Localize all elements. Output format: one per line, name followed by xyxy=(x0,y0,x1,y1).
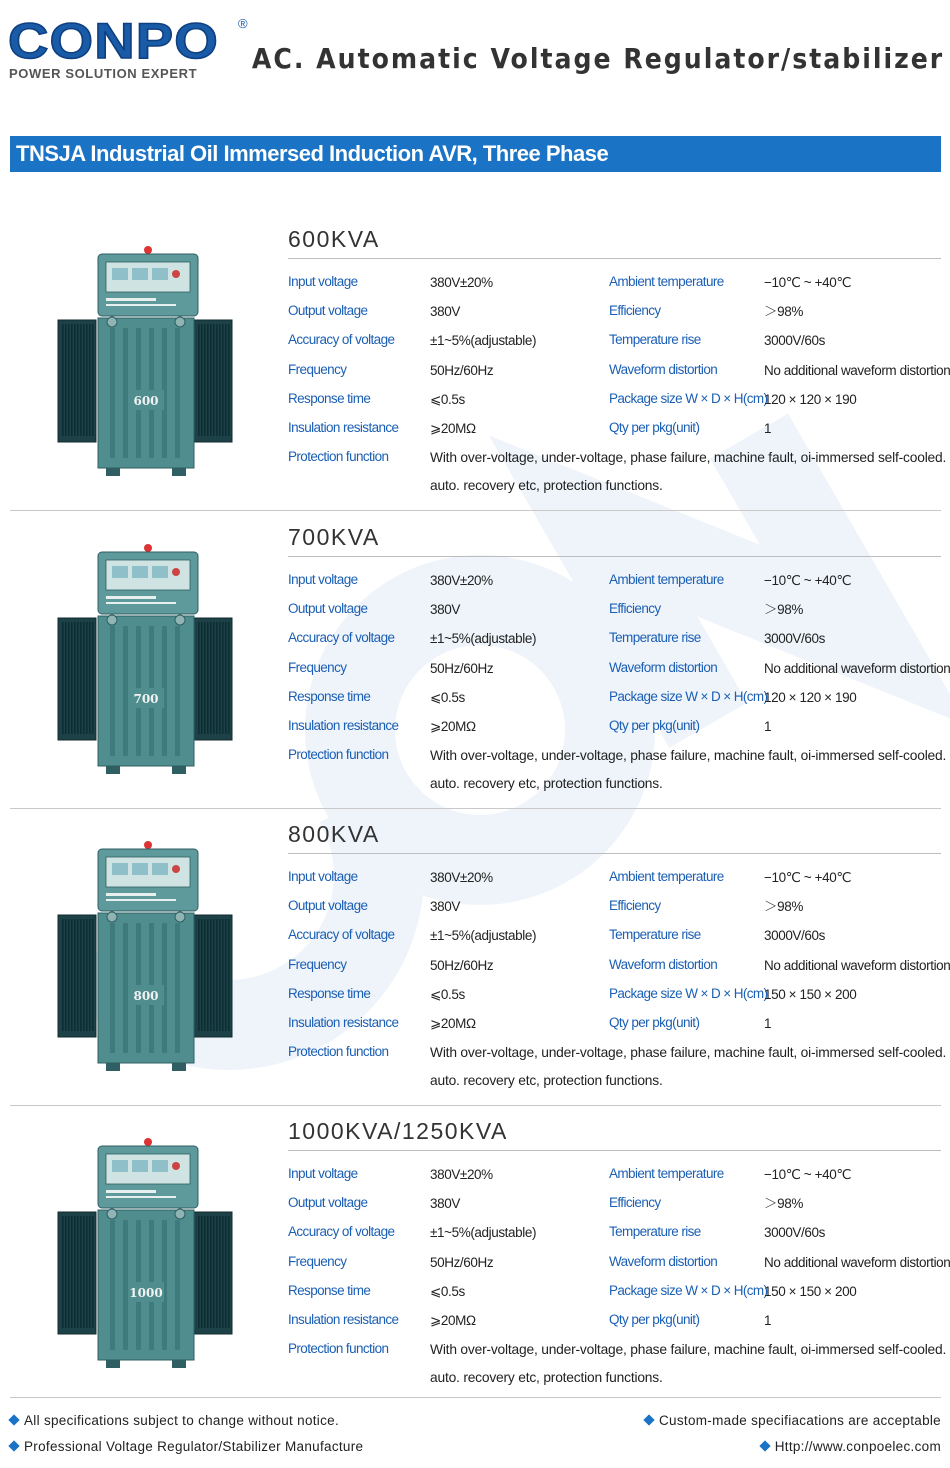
spec-label: Accuracy of voltage xyxy=(288,630,395,645)
spec-value: 50Hz/60Hz xyxy=(430,958,494,973)
spec-value: ⩽0.5s xyxy=(430,987,465,1002)
spec-label: Temperature rise xyxy=(609,1224,701,1239)
title-divider xyxy=(288,556,941,557)
protection-text: With over-voltage, under-voltage, phase failure, machine fault, oi-immersed self-cooled. xyxy=(430,748,947,763)
voltage-regulator-illustration xyxy=(48,244,248,484)
spec-label: Ambient temperature xyxy=(609,572,724,587)
spec-value: ＞98% xyxy=(764,304,803,319)
company-logo xyxy=(8,14,248,84)
product-photo xyxy=(48,542,248,782)
spec-value: ±1~5%(adjustable) xyxy=(430,1225,537,1240)
spec-label: Accuracy of voltage xyxy=(288,927,395,942)
spec-label: Frequency xyxy=(288,1254,347,1269)
spec-label: Input voltage xyxy=(288,1166,358,1181)
spec-label: Input voltage xyxy=(288,869,358,884)
footer-note-left-1 xyxy=(10,1413,339,1428)
section-divider xyxy=(10,1105,941,1106)
spec-value: No additional waveform distortion xyxy=(764,958,950,973)
footer-note-right-1 xyxy=(645,1413,941,1428)
spec-label: Frequency xyxy=(288,362,347,377)
product-photo xyxy=(48,839,248,1079)
spec-value: ⩾20MΩ xyxy=(430,421,476,436)
spec-value: ⩾20MΩ xyxy=(430,719,476,734)
spec-value: 3000V/60s xyxy=(764,333,825,348)
product-section xyxy=(0,1114,950,1411)
spec-label: Response time xyxy=(288,391,371,406)
spec-label: Package size W × D × H(cm) xyxy=(609,986,768,1001)
spec-value: No additional waveform distortion xyxy=(764,661,950,676)
model-title: 700KVA xyxy=(288,524,380,550)
spec-value: No additional waveform distortion xyxy=(764,1255,950,1270)
spec-value: ±1~5%(adjustable) xyxy=(430,333,537,348)
spec-value: 380V xyxy=(430,304,460,319)
spec-label: Protection function xyxy=(288,747,389,762)
capacity-plate: 1000 xyxy=(129,1286,163,1300)
product-photo xyxy=(48,244,248,484)
spec-value: 120 × 120 × 190 xyxy=(764,392,857,407)
spec-label: Insulation resistance xyxy=(288,718,399,733)
spec-value: 380V xyxy=(430,602,460,617)
product-section xyxy=(0,222,950,519)
spec-label: Qty per pkg(unit) xyxy=(609,420,700,435)
spec-value: 1 xyxy=(764,1313,772,1328)
spec-label: Input voltage xyxy=(288,572,358,587)
spec-value: 50Hz/60Hz xyxy=(430,363,494,378)
diamond-bullet-icon xyxy=(8,1414,19,1425)
spec-label: Input voltage xyxy=(288,274,358,289)
model-title: 1000KVA/1250KVA xyxy=(288,1118,508,1144)
spec-value: 380V xyxy=(430,1196,460,1211)
voltage-regulator-illustration xyxy=(48,839,248,1079)
capacity-plate: 600 xyxy=(133,394,159,408)
diamond-bullet-icon xyxy=(8,1440,19,1451)
spec-label: Efficiency xyxy=(609,303,661,318)
spec-value: ＞98% xyxy=(764,899,803,914)
spec-label: Response time xyxy=(288,1283,371,1298)
spec-label: Output voltage xyxy=(288,1195,368,1210)
spec-value: ⩽0.5s xyxy=(430,392,465,407)
title-divider xyxy=(288,258,941,259)
model-title: 600KVA xyxy=(288,226,380,252)
spec-label: Waveform distortion xyxy=(609,1254,718,1269)
spec-label: Frequency xyxy=(288,957,347,972)
title-divider xyxy=(288,853,941,854)
spec-value: −10℃ ~ +40℃ xyxy=(764,275,852,290)
spec-label: Frequency xyxy=(288,660,347,675)
spec-label: Temperature rise xyxy=(609,927,701,942)
spec-label: Qty per pkg(unit) xyxy=(609,1015,700,1030)
spec-label: Output voltage xyxy=(288,898,368,913)
spec-label: Accuracy of voltage xyxy=(288,1224,395,1239)
spec-value: ⩽0.5s xyxy=(430,690,465,705)
page-title: AC. Automatic Voltage Regulator/stabilizer xyxy=(251,42,944,75)
spec-value: 3000V/60s xyxy=(764,631,825,646)
spec-label: Protection function xyxy=(288,1341,389,1356)
protection-text: With over-voltage, under-voltage, phase failure, machine fault, oi-immersed self-cooled. xyxy=(430,1045,947,1060)
spec-value: 3000V/60s xyxy=(764,928,825,943)
spec-value: ±1~5%(adjustable) xyxy=(430,631,537,646)
protection-text: With over-voltage, under-voltage, phase failure, machine fault, oi-immersed self-cooled. xyxy=(430,1342,947,1357)
spec-value: ⩾20MΩ xyxy=(430,1016,476,1031)
spec-label: Efficiency xyxy=(609,1195,661,1210)
protection-text: auto. recovery etc, protection functions. xyxy=(430,1073,663,1088)
spec-label: Ambient temperature xyxy=(609,274,724,289)
protection-text: auto. recovery etc, protection functions. xyxy=(430,776,663,791)
spec-label: Temperature rise xyxy=(609,630,701,645)
spec-label: Efficiency xyxy=(609,898,661,913)
spec-value: 380V±20% xyxy=(430,275,493,290)
spec-label: Insulation resistance xyxy=(288,420,399,435)
spec-label: Response time xyxy=(288,689,371,704)
spec-value: −10℃ ~ +40℃ xyxy=(764,1167,852,1182)
spec-label: Efficiency xyxy=(609,601,661,616)
footer-text: All specifications subject to change without notice. xyxy=(24,1413,340,1428)
spec-value: 120 × 120 × 190 xyxy=(764,690,857,705)
spec-label: Ambient temperature xyxy=(609,1166,724,1181)
spec-value: 380V±20% xyxy=(430,573,493,588)
product-section xyxy=(0,817,950,1114)
product-section xyxy=(0,520,950,817)
spec-value: ＞98% xyxy=(764,1196,803,1211)
spec-value: 3000V/60s xyxy=(764,1225,825,1240)
registered-mark: ® xyxy=(238,16,248,31)
spec-label: Waveform distortion xyxy=(609,362,718,377)
spec-value: ±1~5%(adjustable) xyxy=(430,928,537,943)
section-divider xyxy=(10,808,941,809)
spec-label: Package size W × D × H(cm) xyxy=(609,391,768,406)
spec-value: 380V xyxy=(430,899,460,914)
spec-label: Waveform distortion xyxy=(609,957,718,972)
spec-value: 1 xyxy=(764,1016,772,1031)
spec-label: Insulation resistance xyxy=(288,1015,399,1030)
spec-value: −10℃ ~ +40℃ xyxy=(764,573,852,588)
protection-text: With over-voltage, under-voltage, phase failure, machine fault, oi-immersed self-cooled. xyxy=(430,450,947,465)
spec-value: 50Hz/60Hz xyxy=(430,661,494,676)
footer-text: Professional Voltage Regulator/Stabilizer Manufacture xyxy=(24,1439,364,1454)
voltage-regulator-illustration xyxy=(48,1136,248,1376)
footer-website-link[interactable] xyxy=(761,1439,941,1454)
spec-value: ＞98% xyxy=(764,602,803,617)
capacity-plate: 700 xyxy=(133,692,159,706)
protection-text: auto. recovery etc, protection functions. xyxy=(430,478,663,493)
voltage-regulator-illustration xyxy=(48,542,248,782)
footer-text: Custom-made specifiacations are acceptable xyxy=(659,1413,941,1428)
spec-value: 1 xyxy=(764,421,772,436)
diamond-bullet-icon xyxy=(759,1440,770,1451)
spec-label: Response time xyxy=(288,986,371,1001)
section-banner xyxy=(10,136,941,172)
spec-label: Insulation resistance xyxy=(288,1312,399,1327)
title-divider xyxy=(288,1150,941,1151)
spec-value: 150 × 150 × 200 xyxy=(764,1284,857,1299)
protection-text: auto. recovery etc, protection functions. xyxy=(430,1370,663,1385)
spec-value: 380V±20% xyxy=(430,870,493,885)
spec-label: Protection function xyxy=(288,449,389,464)
footer-note-left-2 xyxy=(10,1439,363,1454)
spec-value: ⩽0.5s xyxy=(430,1284,465,1299)
spec-label: Output voltage xyxy=(288,601,368,616)
spec-value: 150 × 150 × 200 xyxy=(764,987,857,1002)
spec-label: Ambient temperature xyxy=(609,869,724,884)
spec-label: Protection function xyxy=(288,1044,389,1059)
diamond-bullet-icon xyxy=(643,1414,654,1425)
model-title: 800KVA xyxy=(288,821,380,847)
section-divider xyxy=(10,1397,941,1398)
spec-value: 380V±20% xyxy=(430,1167,493,1182)
page-header xyxy=(0,0,950,100)
spec-label: Accuracy of voltage xyxy=(288,332,395,347)
spec-value: −10℃ ~ +40℃ xyxy=(764,870,852,885)
banner-title: TNSJA Industrial Oil Immersed Induction AVR, Three Phase xyxy=(16,141,609,166)
capacity-plate: 800 xyxy=(133,989,159,1003)
logo-wordmark: CONPO xyxy=(8,13,219,69)
spec-value: No additional waveform distortion xyxy=(764,363,950,378)
spec-label: Package size W × D × H(cm) xyxy=(609,689,768,704)
footer-url[interactable]: Http://www.conpoelec.com xyxy=(774,1439,941,1454)
spec-label: Output voltage xyxy=(288,303,368,318)
spec-label: Qty per pkg(unit) xyxy=(609,1312,700,1327)
spec-label: Qty per pkg(unit) xyxy=(609,718,700,733)
spec-label: Waveform distortion xyxy=(609,660,718,675)
spec-value: ⩾20MΩ xyxy=(430,1313,476,1328)
spec-label: Temperature rise xyxy=(609,332,701,347)
spec-value: 1 xyxy=(764,719,772,734)
spec-label: Package size W × D × H(cm) xyxy=(609,1283,768,1298)
section-divider xyxy=(10,510,941,511)
logo-tagline: POWER SOLUTION EXPERT xyxy=(9,66,198,81)
spec-value: 50Hz/60Hz xyxy=(430,1255,494,1270)
product-photo xyxy=(48,1136,248,1376)
